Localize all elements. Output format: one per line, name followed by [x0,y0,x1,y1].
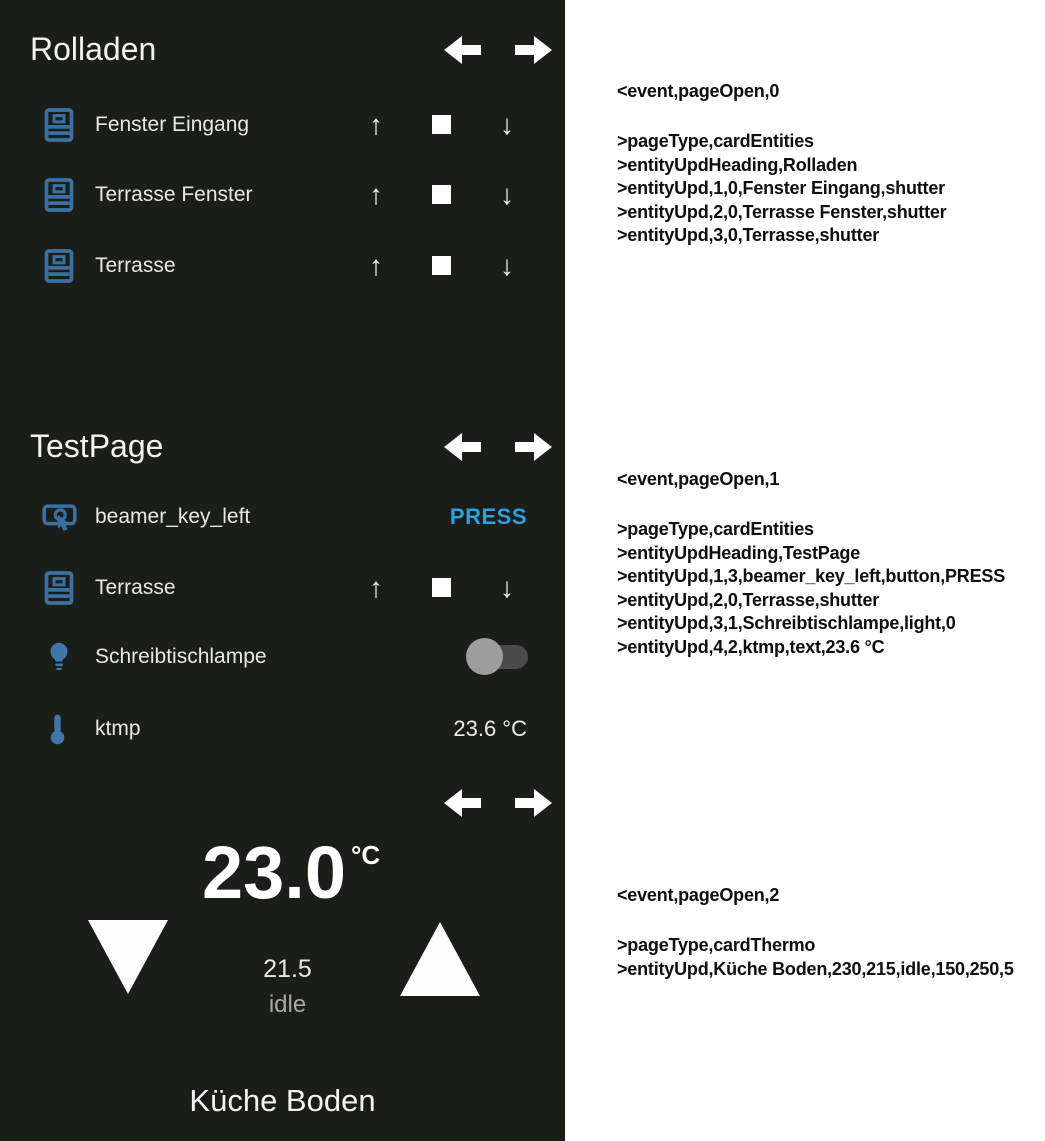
shutter-stop-button[interactable] [423,173,459,217]
shutter-stop-button[interactable] [423,566,459,610]
serial-log-page1 [617,468,1005,659]
shutter-down-button[interactable]: ↓ [500,250,514,281]
thermo-increase-button[interactable] [400,922,480,996]
shutter-up-button[interactable]: ↑ [369,572,383,603]
entity-name: Schreibtischlampe [95,645,267,668]
thermo-decrease-button[interactable] [88,920,168,994]
thermo-title: Küche Boden [189,1083,376,1118]
code-line: >entityUpd,Küche Boden,230,215,idle,150,250,5 [617,958,1014,979]
stop-square-icon [432,256,451,275]
entity-name: Terrasse [95,254,176,277]
entity-row [0,244,565,288]
event-line: <event,pageOpen,1 [617,469,780,489]
shutter-stop-button[interactable] [423,103,459,147]
toggle-knob [466,638,503,675]
code-line: >entityUpd,1,0,Fenster Eingang,shutter [617,178,945,198]
entity-name: Terrasse [95,576,176,599]
shutter-up-button[interactable]: ↑ [369,109,383,140]
entity-name: Terrasse Fenster [95,183,253,206]
sensor-value: 23.6 °C [453,716,527,741]
thermo-target-temp: 21.5 [263,955,312,983]
shutter-icon [44,108,74,143]
serial-log-page2 [617,884,1014,981]
press-button[interactable]: PRESS [449,504,527,529]
page-prev-arrow-icon[interactable] [443,788,481,818]
page-nav [443,35,553,65]
thermo-state: idle [268,991,307,1018]
entity-row [0,173,565,217]
shutter-down-button[interactable]: ↓ [500,109,514,140]
shutter-up-button[interactable]: ↑ [369,250,383,281]
light-toggle[interactable] [466,635,528,679]
thermo-current-value: 23.0 [202,831,347,914]
code-line: >entityUpd,1,3,beamer_key_left,button,PRESS [617,566,1006,586]
entity-row [0,566,565,610]
shutter-down-button[interactable]: ↓ [500,179,514,210]
entity-row [0,707,565,751]
code-line: >entityUpdHeading,TestPage [617,542,861,563]
code-line: >pageType,cardEntities [617,131,814,151]
shutter-stop-button[interactable] [423,244,459,288]
page-next-arrow-icon[interactable] [515,432,553,462]
shutter-icon [44,571,74,606]
gesture-tap-icon [42,500,77,535]
code-line: >entityUpd,2,0,Terrasse Fenster,shutter [617,201,947,222]
stop-square-icon [432,578,451,597]
page-prev-arrow-icon[interactable] [443,35,481,65]
page-next-arrow-icon[interactable] [515,35,553,65]
shutter-down-button[interactable]: ↓ [500,572,514,603]
code-line: >pageType,cardEntities [617,519,814,539]
page-heading: TestPage [30,428,164,464]
shutter-icon [44,178,74,213]
stop-square-icon [432,185,451,204]
entity-row [0,103,565,147]
entity-name: ktmp [95,717,141,740]
serial-log-page0 [617,80,947,248]
page-next-arrow-icon[interactable] [515,788,553,818]
code-line: >entityUpdHeading,Rolladen [617,154,858,175]
page-nav [443,788,553,818]
thermometer-icon [49,713,66,746]
code-line: >pageType,cardThermo [617,935,816,955]
entity-row [0,495,565,539]
entity-name: Fenster Eingang [95,113,250,136]
code-line: >entityUpd,4,2,ktmp,text,23.6 °C [617,636,885,657]
code-line: >entityUpd,3,0,Terrasse,shutter [617,225,880,245]
thermo-current-temp [202,831,381,914]
lightbulb-icon [46,642,72,673]
code-line: >entityUpd,3,1,Schreibtischlampe,light,0 [617,613,956,633]
entity-row [0,635,565,679]
code-line: >entityUpd,2,0,Terrasse,shutter [617,589,880,610]
page-nav [443,432,553,462]
entity-name: beamer_key_left [95,505,251,528]
shutter-icon [44,249,74,284]
page-prev-arrow-icon[interactable] [443,432,481,462]
stop-square-icon [432,115,451,134]
event-line: <event,pageOpen,0 [617,81,780,101]
thermo-unit: °C [351,840,381,870]
page-heading: Rolladen [30,31,157,67]
event-line: <event,pageOpen,2 [617,885,780,905]
shutter-up-button[interactable]: ↑ [369,179,383,210]
